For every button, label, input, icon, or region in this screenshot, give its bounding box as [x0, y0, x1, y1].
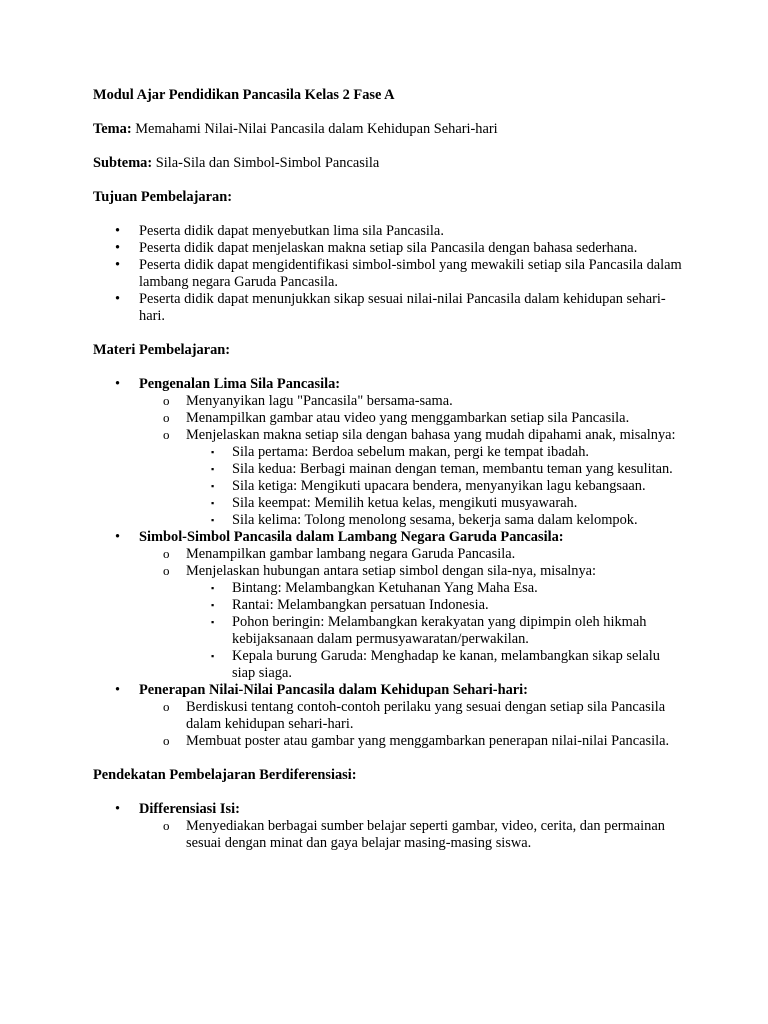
list-item: o Berdiskusi tentang contoh-contoh perilaku yang sesuai dengan setiap sila Pancasila dalam kehidupan sehari-hari.: [139, 699, 683, 733]
subtema-value: Sila-Sila dan Simbol-Simbol Pancasila: [152, 155, 380, 171]
sub-list: [139, 546, 683, 682]
list-item: o Menyanyikan lagu "Pancasila" bersama-sama.: [139, 393, 683, 410]
tujuan-list: [93, 223, 683, 325]
list-item: • Peserta didik dapat mengidentifikasi simbol-simbol yang mewakili setiap sila Pancasila dalam lambang negara Garuda Pancasila.: [93, 257, 683, 291]
example-list: [186, 444, 683, 529]
list-item: ▪ Sila keempat: Memilih ketua kelas, mengikuti musyawarah.: [186, 495, 683, 512]
list-item: ▪ Pohon beringin: Melambangkan kerakyatan yang dipimpin oleh hikmah kebijaksanaan dalam permusyawaratan/perwakilan.: [186, 614, 683, 648]
list-item: • Peserta didik dapat menjelaskan makna setiap sila Pancasila dengan bahasa sederhana.: [93, 240, 683, 257]
pendekatan-topic-isi: [93, 801, 683, 852]
list-item: ▪ Kepala burung Garuda: Menghadap ke kanan, melambangkan sikap selalu siap siaga.: [186, 648, 683, 682]
list-item: o Menjelaskan makna setiap sila dengan bahasa yang mudah dipahami anak, misalnya: ▪ Sila pertama: Berdoa sebelum makan, pergi ke tempat ibadah. ▪ Sila kedua: Berbagi mainan dengan teman, membantu teman yang kesulitan. ▪ Sila ketiga: Mengikuti upacara bendera, menyanyikan lagu kebangsaan. ▪ Sila keempat: Memilih ketua kelas, mengikuti musyawarah. ▪ Sila kelima: Tolong menolong sesama, bekerja sama dalam kelompok.: [139, 427, 683, 529]
tujuan-heading: Tujuan Pembelajaran:: [93, 189, 232, 205]
subtema-label: Subtema:: [93, 155, 153, 171]
sub-list: [139, 699, 683, 750]
list-item: o Menjelaskan hubungan antara setiap simbol dengan sila-nya, misalnya: ▪ Bintang: Melambangkan Ketuhanan Yang Maha Esa. ▪ Rantai: Melambangkan persatuan Indonesia. ▪ Pohon beringin: Melambangkan kerakyatan yang dipimpin oleh hikmah kebijaksanaan dalam permusyawaratan/perwakilan. ▪ Kepala burung Garuda: Menghadap ke kanan, melambangkan sikap selalu siap siaga.: [139, 563, 683, 682]
materi-topic-penerapan: [93, 682, 683, 750]
subtema-line: [93, 155, 683, 172]
list-item: • Peserta didik dapat menyebutkan lima sila Pancasila.: [93, 223, 683, 240]
list-item: ▪ Sila kedua: Berbagi mainan dengan teman, membantu teman yang kesulitan.: [186, 461, 683, 478]
tema-line: [93, 121, 683, 138]
materi-list: [93, 376, 683, 750]
list-item: o Menampilkan gambar atau video yang menggambarkan setiap sila Pancasila.: [139, 410, 683, 427]
topic-title: Pengenalan Lima Sila Pancasila:: [139, 376, 341, 392]
example-list: [186, 580, 683, 682]
list-item: ▪ Rantai: Melambangkan persatuan Indonesia.: [186, 597, 683, 614]
sub-list: [139, 393, 683, 529]
list-item: o Membuat poster atau gambar yang menggambarkan penerapan nilai-nilai Pancasila.: [139, 733, 683, 750]
list-item: o Menyediakan berbagai sumber belajar seperti gambar, video, cerita, dan permainan sesuai dengan minat dan gaya belajar masing-masing siswa.: [139, 818, 683, 852]
list-item: ▪ Bintang: Melambangkan Ketuhanan Yang Maha Esa.: [186, 580, 683, 597]
topic-title: Penerapan Nilai-Nilai Pancasila dalam Kehidupan Sehari-hari:: [139, 682, 528, 698]
topic-title: Differensiasi Isi:: [139, 801, 240, 817]
pendekatan-list: [93, 801, 683, 852]
sub-list: [139, 818, 683, 852]
pendekatan-heading: Pendekatan Pembelajaran Berdiferensiasi:: [93, 767, 357, 783]
materi-heading: Materi Pembelajaran:: [93, 342, 231, 358]
list-item: • Peserta didik dapat menunjukkan sikap sesuai nilai-nilai Pancasila dalam kehidupan sehari-hari.: [93, 291, 683, 325]
document-title: Modul Ajar Pendidikan Pancasila Kelas 2 Fase A: [93, 87, 395, 103]
list-item: ▪ Sila pertama: Berdoa sebelum makan, pergi ke tempat ibadah.: [186, 444, 683, 461]
document-page: [93, 87, 683, 852]
tema-value: Memahami Nilai-Nilai Pancasila dalam Kehidupan Sehari-hari: [131, 121, 498, 137]
tema-label: Tema:: [93, 121, 132, 137]
list-item: ▪ Sila ketiga: Mengikuti upacara bendera, menyanyikan lagu kebangsaan.: [186, 478, 683, 495]
materi-topic-lima-sila: [93, 376, 683, 529]
materi-topic-simbol: [93, 529, 683, 682]
topic-title: Simbol-Simbol Pancasila dalam Lambang Negara Garuda Pancasila:: [139, 529, 564, 545]
list-item: ▪ Sila kelima: Tolong menolong sesama, bekerja sama dalam kelompok.: [186, 512, 683, 529]
list-item: o Menampilkan gambar lambang negara Garuda Pancasila.: [139, 546, 683, 563]
